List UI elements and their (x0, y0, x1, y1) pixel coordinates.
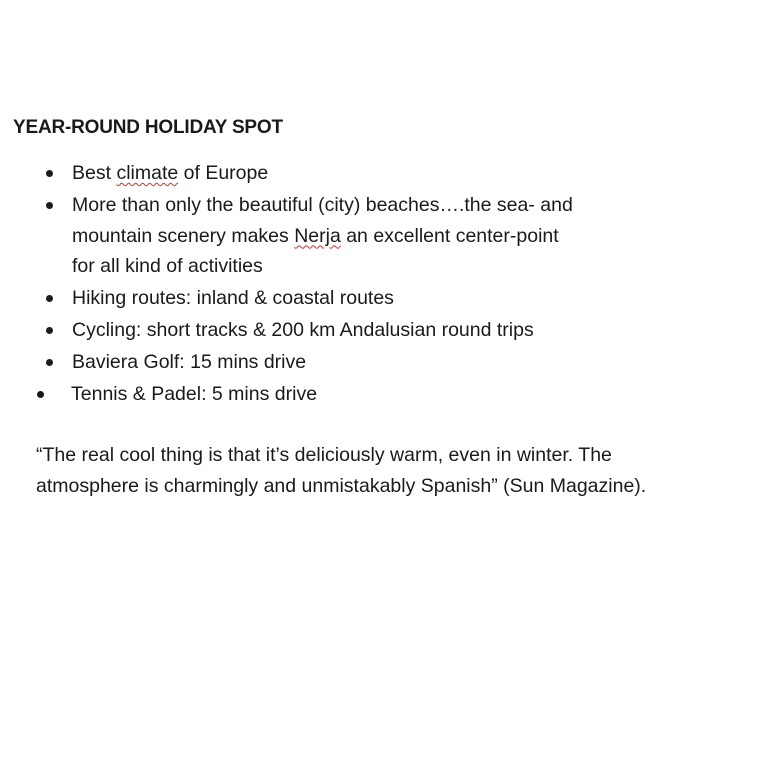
text-segment: Best (72, 162, 117, 184)
quote-line-2: atmosphere is charmingly and unmistakably Spanish” (Sun Magazine). (36, 475, 647, 497)
list-item-text: Hiking routes: inland & coastal routes (72, 287, 394, 309)
bullet-icon (46, 170, 53, 177)
bullet-icon (46, 202, 53, 209)
list-item-text: Baviera Golf: 15 mins drive (72, 351, 307, 373)
list-item-text-line-2 (72, 221, 628, 252)
list-item-text: Tennis & Padel: 5 mins drive (71, 383, 318, 405)
list-item-text: Cycling: short tracks & 200 km Andalusian round trips (72, 319, 534, 341)
quote-paragraph (36, 440, 736, 502)
list-item (0, 190, 768, 282)
section-heading: YEAR-ROUND HOLIDAY SPOT (13, 117, 283, 138)
spellcheck-word[interactable]: climate (116, 162, 179, 184)
list-item (0, 379, 768, 410)
text-segment: of Europe (178, 162, 269, 184)
bullet-icon (46, 359, 53, 366)
text-segment: an excellent center-point (340, 224, 559, 247)
bullet-icon (46, 327, 53, 334)
list-item (0, 315, 768, 346)
list-item-text-line-1: More than only the beautiful (city) beaches….the sea- and (72, 194, 573, 216)
list-item (0, 283, 768, 314)
list-item (0, 347, 768, 378)
list-item (0, 158, 768, 189)
feature-list (0, 158, 768, 411)
spellcheck-word[interactable]: Nerja (294, 224, 341, 247)
bullet-icon (46, 295, 53, 302)
text-segment: mountain scenery makes (72, 224, 295, 247)
bullet-icon (37, 391, 44, 398)
list-item-text (72, 158, 628, 189)
quote-line-1: “The real cool thing is that it’s deliciously warm, even in winter. The (36, 444, 612, 466)
list-item-text-line-3: for all kind of activities (72, 255, 263, 277)
